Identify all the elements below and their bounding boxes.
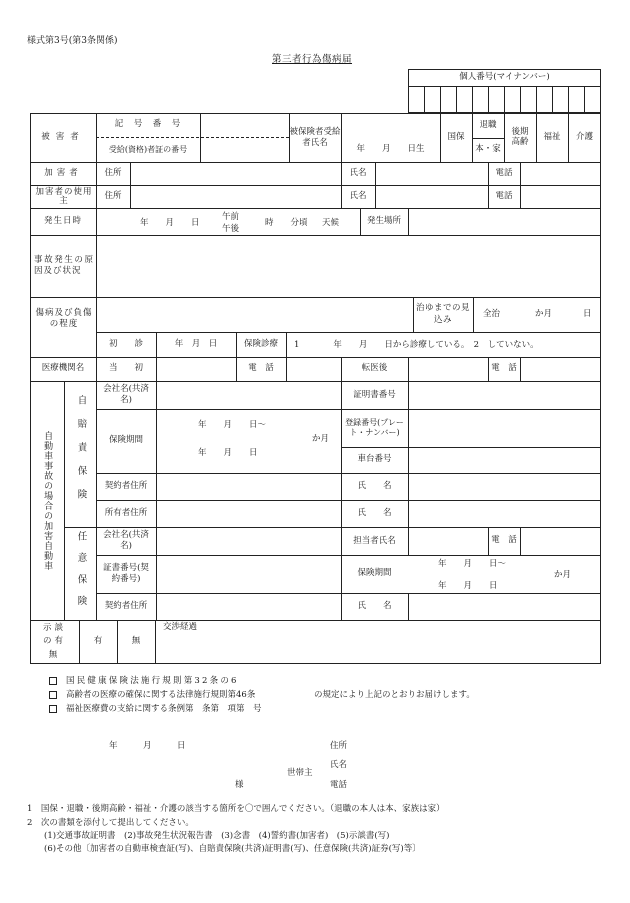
signature-phone-label: 電話 — [330, 780, 348, 790]
first-visit-label: 初 診 — [108, 338, 143, 349]
recovery-label: 治ゆまでの見込み — [415, 303, 470, 325]
page-title: 第三者行為傷病届 — [272, 54, 353, 65]
assailant-address-label: 住所 — [104, 167, 122, 178]
category-kaigo[interactable]: 介護 — [575, 131, 593, 142]
checkbox-kokuho-law[interactable] — [49, 677, 57, 685]
category-fukushi[interactable]: 福祉 — [543, 131, 561, 142]
comp-owner-label: 所有者住所 — [104, 508, 148, 519]
occurrence-am[interactable]: 午前 — [222, 212, 240, 222]
injury-label: 傷病及び負傷の程度 — [35, 307, 93, 329]
employer-name-label: 氏名 — [349, 190, 367, 201]
checkbox-elderly-law[interactable] — [49, 691, 57, 699]
occurrence-date: 年 月 日 — [140, 218, 200, 228]
occurrence-weather: 天候 — [322, 218, 340, 228]
signature-name-label: 氏名 — [330, 760, 348, 770]
note-4: (6)その他〔加害者の自動車検査証(写)、自賠責保険(共済)証明書(写)、任意保険(共済)証券(写)等〕 — [44, 844, 421, 854]
note-2: 2 次の書類を添付して提出してください。 — [27, 818, 194, 828]
settlement-process-label: 交渉経過 — [163, 622, 198, 632]
vehicle-section-label: 自動車事故の場合の加害自動車 — [42, 430, 53, 571]
householder-label: 世帯主 — [287, 768, 313, 778]
signature-address-label: 住所 — [330, 741, 348, 751]
insurance-treatment-label: 保険診療 — [243, 338, 278, 349]
assailant-phone-label: 電話 — [495, 167, 513, 178]
vol-company-label: 会社名(共済名) — [103, 530, 149, 551]
checkbox-welfare-ordinance[interactable] — [49, 705, 57, 713]
compulsory-insurance-label: 自賠責保険 — [75, 395, 87, 513]
vol-period-to: 年 月 日 — [438, 581, 498, 591]
comp-name2-label: 氏 名 — [357, 507, 392, 518]
comp-name1-label: 氏 名 — [357, 480, 392, 491]
voluntary-insurance-label: 任意保険 — [75, 530, 87, 617]
submission-date: 年 月 日 — [109, 741, 186, 751]
treatment-status[interactable]: 1 年 月 日から診療している。 2 していない。 — [294, 340, 539, 350]
legal-line1: 国民健康保険法施行規則第32条の6 — [66, 676, 239, 686]
employer-label: 加害者の使用主 — [35, 186, 93, 206]
employer-phone-label: 電話 — [495, 190, 513, 201]
occurrence-label: 発生日時 — [43, 215, 82, 226]
first-visit-date: 年 月 日 — [174, 338, 218, 349]
vol-name-label: 氏 名 — [357, 600, 392, 611]
victim-label: 被害者 — [41, 131, 85, 142]
category-taishoku[interactable]: 退職 — [479, 119, 497, 130]
form-number: 様式第3号(第3条関係) — [27, 36, 118, 46]
hospital-initial-label: 当 初 — [108, 363, 143, 374]
vol-policy-no-label: 証書番号(契約番号) — [103, 562, 149, 584]
vol-period-months: か月 — [554, 570, 572, 580]
comp-company-label: 会社名(共済名) — [103, 384, 149, 405]
vol-period-from: 年 月 日〜 — [438, 559, 507, 569]
legal-line3: 福祉医療費の支給に関する条例第 条第 項第 号 — [66, 704, 262, 714]
occurrence-pm[interactable]: 午後 — [222, 224, 240, 234]
comp-period-from: 年 月 日〜 — [198, 420, 267, 430]
my-number-label: 個人番号(マイナンバー) — [459, 71, 550, 82]
hospital-label: 医療機関名 — [41, 363, 85, 374]
assailant-name-label: 氏名 — [349, 167, 367, 178]
hospital-phone-label: 電 話 — [248, 363, 274, 374]
comp-period-months: か月 — [312, 434, 330, 444]
accident-label: 事故発生の原因及び状況 — [34, 254, 94, 276]
recovery-months: か月 — [535, 309, 553, 319]
symbol-number-label: 記 号 番 号 — [114, 119, 182, 130]
category-hon-ka[interactable]: 本・家 — [475, 144, 501, 155]
cert-number-label: 受給(資格)者証の番号 — [108, 144, 188, 154]
comp-chassis-label: 車台番号 — [357, 454, 392, 465]
insured-name-label: 被保険者受給者氏名 — [289, 126, 341, 148]
note-1: 1 国保・退職・後期高齢・福祉・介護の該当する箇所を〇で囲んでください。（退職の本人は本、家族は家） — [27, 804, 445, 814]
legal-line2-suffix: の規定により上記のとおりお届けします。 — [314, 690, 475, 700]
category-kokuho[interactable]: 国保 — [447, 131, 465, 142]
occurrence-time: 時 分頃 — [265, 218, 308, 228]
vol-phone-label: 電 話 — [491, 535, 517, 546]
settlement-no[interactable]: 無 — [131, 636, 141, 647]
occurrence-place-label: 発生場所 — [366, 215, 401, 226]
settlement-yes[interactable]: 有 — [93, 636, 103, 647]
comp-contractor-label: 契約者住所 — [104, 481, 148, 492]
note-3: (1)交通事故証明書 (2)事故発生状況報告書 (3)念書 (4)誓約書(加害者) (5)示談書(写) — [44, 831, 390, 841]
hospital-transfer-label: 転医後 — [361, 363, 388, 374]
vol-contractor-label: 契約者住所 — [104, 601, 148, 612]
legal-line2: 高齢者の医療の確保に関する法律施行規則第46条 — [66, 690, 256, 700]
comp-cert-no-label: 証明書番号 — [353, 389, 396, 400]
comp-period-label: 保険期間 — [108, 435, 143, 446]
hospital-phone2-label: 電 話 — [491, 363, 517, 374]
employer-address-label: 住所 — [104, 190, 122, 201]
comp-reg-no-label: 登録番号(プレート・ナンバー) — [345, 418, 404, 437]
sama-label: 様 — [235, 780, 244, 790]
full-recovery: 全治 — [483, 309, 501, 319]
vol-agent-label: 担当者氏名 — [353, 535, 396, 546]
vol-period-label: 保険期間 — [357, 568, 392, 579]
recovery-days: 日 — [583, 309, 592, 319]
birth-date: 年 月 日生 — [356, 143, 425, 154]
settlement-label: 示談の有無 — [42, 622, 66, 660]
category-kouki[interactable]: 後期高齢 — [511, 126, 529, 147]
assailant-label: 加害者 — [44, 167, 82, 178]
comp-period-to: 年 月 日 — [198, 448, 258, 458]
